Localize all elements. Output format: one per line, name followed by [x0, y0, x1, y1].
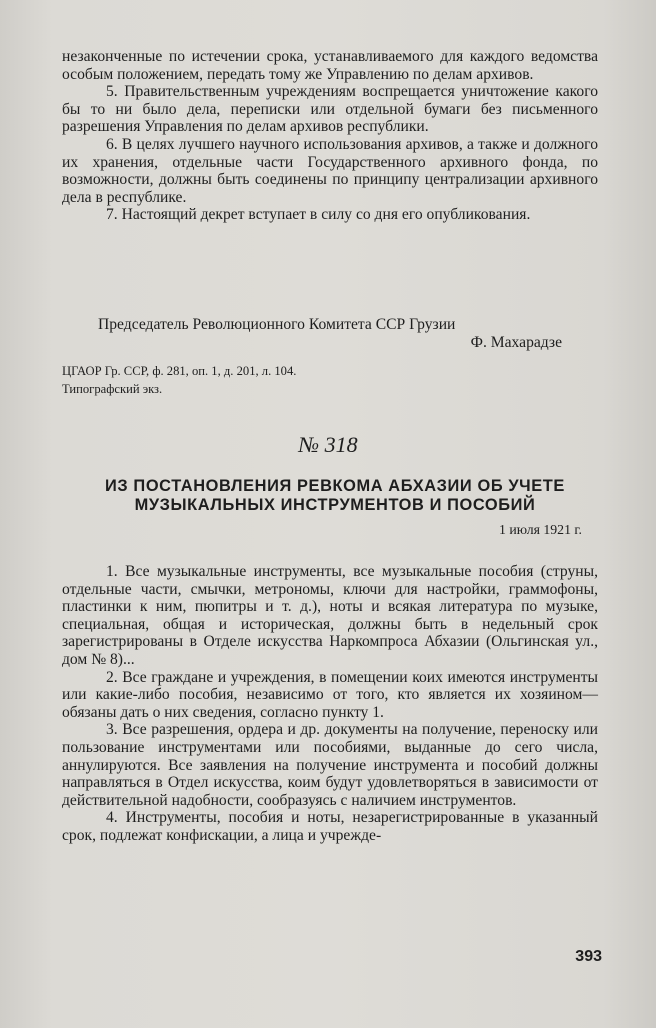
- resolution-text: [62, 563, 598, 845]
- clause-3: 3. Все разрешения, ордера и др. документы на получение, переноску или пользование инструментами или пособиями, выданные до сего числа, аннулируются. Все заявления на получение инструмента и пособий должны направляться в Отдел искусства, коим будут удовлетворяться в зависимости от действительной надобности, сообразуясь с наличием инструментов.: [62, 721, 598, 809]
- archive-reference: [62, 363, 582, 398]
- copy-type: Типографский экз.: [62, 381, 163, 396]
- signatory-name: Ф. Махарадзе: [470, 333, 562, 351]
- page-number: 393: [575, 948, 602, 965]
- signature-block: [62, 316, 562, 351]
- continued-decree-text: [62, 48, 598, 224]
- paragraph-6: 6. В целях лучшего научного использования архивов, а также и должного их хранения, отдельные части Государственного архивного фонда, по возможности, должны быть соединены по принципу централизации архивного дела в республике.: [62, 135, 598, 206]
- signatory-position: Председатель Революционного Комитета ССР Грузии: [98, 316, 456, 333]
- archive-citation: ЦГАОР Гр. ССР, ф. 281, оп. 1, д. 201, л. 104.: [62, 364, 297, 378]
- paragraph-7: 7. Настоящий декрет вступает в силу со дня его опубликования.: [106, 206, 531, 224]
- clause-1: 1. Все музыкальные инструменты, все музыкальные пособия (струны, отдельные части, смычки, метрономы, ключи для настройки, граммофоны, пластинки к ним, пюпитры и т. д.), ноты и всякая литература по музыке, специальная, общая и историческая, должны быть в недельный срок зарегистрированы в Отделе искусства Наркомпроса Абхазии (Ольгинская ул., дом № 8)...: [62, 563, 598, 668]
- paragraph-continuation: незаконченные по истечении срока, устанавливаемого для каждого ведомства особым положением, передать тому же Управлению по делам архивов.: [62, 48, 598, 83]
- document-date: 1 июля 1921 г.: [499, 522, 582, 537]
- paragraph-5: 5. Правительственным учреждениям воспрещается уничтожение какого бы то ни было дела, переписки или отдельной бумаги без письменного разрешения Управления по делам архивов республики.: [62, 83, 598, 136]
- document-title: ИЗ ПОСТАНОВЛЕНИЯ РЕВКОМА АБХАЗИИ ОБ УЧЕТЕ МУЗЫКАЛЬНЫХ ИНСТРУМЕНТОВ И ПОСОБИЙ: [105, 477, 565, 514]
- clause-4: 4. Инструменты, пособия и ноты, незарегистрированные в указанный срок, подлежат конфискации, а лица и учрежде-: [62, 809, 598, 844]
- document-number: № 318: [298, 432, 358, 457]
- clause-2: 2. Все граждане и учреждения, в помещении коих имеются инструменты или какие-либо пособия, независимо от того, кто является их хозяином—обязаны дать о них сведения, согласно пункту 1.: [62, 668, 598, 721]
